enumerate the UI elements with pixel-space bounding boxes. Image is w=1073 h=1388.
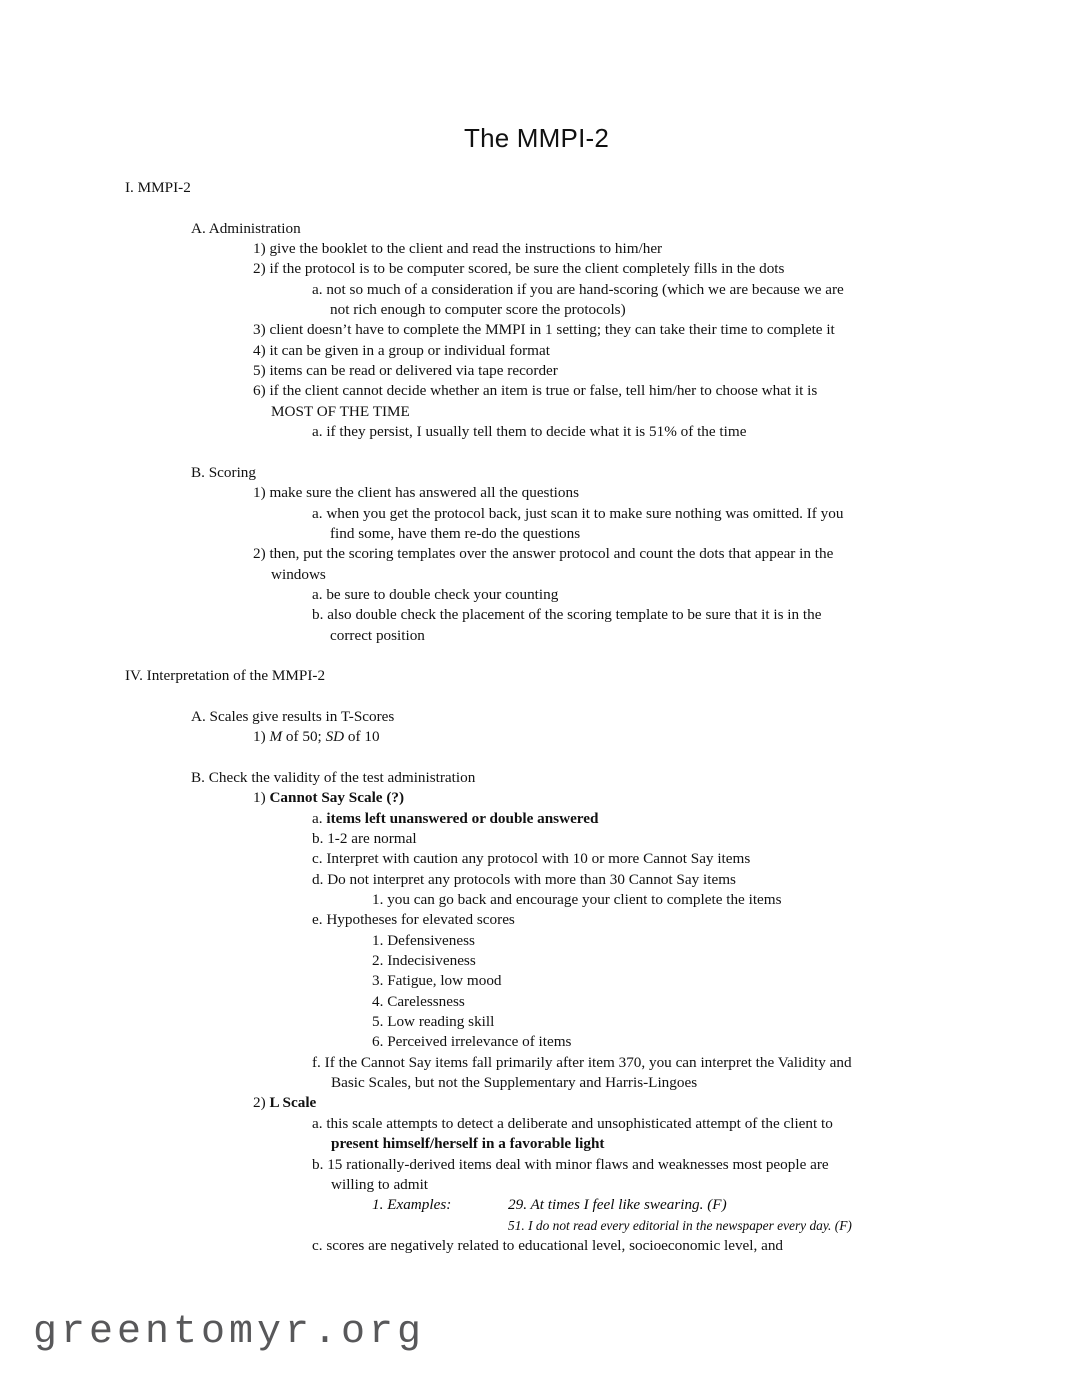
list-item: a. when you get the protocol back, just scan it to make sure nothing was omitted. If you xyxy=(312,504,844,522)
list-item: 1. you can go back and encourage your client to complete the items xyxy=(372,891,782,909)
list-item-continuation xyxy=(0,1134,1073,1154)
list-item: 2) if the protocol is to be computer scored, be sure the client completely fills in the dots xyxy=(253,260,785,278)
list-item: a. this scale attempts to detect a deliberate and unsophisticated attempt of the client to xyxy=(312,1114,833,1132)
list-item: b. 1-2 are normal xyxy=(312,830,417,847)
list-item: 4. Carelessness xyxy=(372,992,465,1010)
bold-text: L Scale xyxy=(269,1094,317,1112)
list-item: a. be sure to double check your counting xyxy=(312,585,559,603)
bold-text: present himself/herself in a favorable light xyxy=(331,1135,605,1153)
spacer xyxy=(0,646,1073,666)
list-item: b. 15 rationally-derived items deal with minor flaws and weaknesses most people are xyxy=(312,1155,829,1173)
text: of 50; xyxy=(282,728,326,746)
list-item-continuation: find some, have them re-do the questions xyxy=(330,524,581,542)
section-heading-1: I. MMPI-2 xyxy=(125,179,191,196)
list-item-continuation: not rich enough to computer score the protocols) xyxy=(330,301,626,319)
spacer xyxy=(0,687,1073,707)
list-item: 6) if the client cannot decide whether an item is true or false, tell him/her to choose what it is xyxy=(253,382,818,400)
subsection-heading-administration: A. Administration xyxy=(191,219,301,237)
italic-m: M xyxy=(269,728,283,746)
list-item-continuation: Basic Scales, but not the Supplementary and Harris-Lingoes xyxy=(331,1074,698,1092)
list-item-cannot-say-scale xyxy=(0,788,1073,808)
bold-text: Cannot Say Scale (?) xyxy=(269,789,405,807)
subsection-heading-scoring: B. Scoring xyxy=(191,463,256,481)
list-item: f. If the Cannot Say items fall primarily after item 370, you can interpret the Validity and xyxy=(312,1053,852,1071)
outline-body xyxy=(0,178,1073,1256)
site-watermark: greentomyr.org xyxy=(33,1310,426,1355)
list-item: 1) make sure the client has answered all the questions xyxy=(253,484,580,502)
subsection-heading-validity: B. Check the validity of the test administration xyxy=(191,768,476,786)
list-item-continuation: MOST OF THE TIME xyxy=(271,402,410,420)
example-label: 1. Examples: xyxy=(372,1196,452,1214)
list-item: 1) give the booklet to the client and read the instructions to him/her xyxy=(253,240,663,258)
list-item: c. Interpret with caution any protocol with 10 or more Cannot Say items xyxy=(312,850,751,868)
list-item: 2) then, put the scoring templates over the answer protocol and count the dots that appear in the xyxy=(253,545,834,563)
bold-text: items left unanswered or double answered xyxy=(326,809,599,827)
list-item xyxy=(0,727,1073,747)
list-item xyxy=(0,809,1073,829)
example-item-29: 29. At times I feel like swearing. (F) xyxy=(508,1196,727,1214)
list-item: e. Hypotheses for elevated scores xyxy=(312,911,515,929)
list-item: c. scores are negatively related to educational level, socioeconomic level, and xyxy=(312,1236,784,1254)
list-item: d. Do not interpret any protocols with more than 30 Cannot Say items xyxy=(312,870,736,888)
list-item: 3. Fatigue, low mood xyxy=(372,972,502,990)
spacer xyxy=(0,748,1073,768)
subsection-heading-tscores: A. Scales give results in T-Scores xyxy=(191,707,395,725)
spacer xyxy=(0,442,1073,462)
list-item: a. not so much of a consideration if you are hand-scoring (which we are because we are xyxy=(312,280,844,298)
list-marker: a. xyxy=(312,809,327,827)
text: of 10 xyxy=(344,728,380,746)
list-item-l-scale xyxy=(0,1093,1073,1113)
list-marker: 1) xyxy=(253,728,270,746)
list-item-continuation: windows xyxy=(271,565,326,583)
example-item-51: 51. I do not read every editorial in the newspaper every day. (F) xyxy=(508,1217,852,1233)
list-marker: 2) xyxy=(253,1094,270,1112)
list-item: a. if they persist, I usually tell them to decide what it is 51% of the time xyxy=(312,423,747,441)
page-title: The MMPI-2 xyxy=(463,123,610,153)
spacer xyxy=(0,198,1073,218)
list-item: 6. Perceived irrelevance of items xyxy=(372,1033,572,1051)
list-item: b. also double check the placement of the scoring template to be sure that it is in the xyxy=(312,606,822,624)
list-item: 5) items can be read or delivered via tape recorder xyxy=(253,362,558,380)
list-marker: 1) xyxy=(253,789,270,807)
list-item: 1. Defensiveness xyxy=(372,931,475,949)
section-heading-4: IV. Interpretation of the MMPI-2 xyxy=(125,667,326,685)
list-item: 4) it can be given in a group or individual format xyxy=(253,341,550,359)
list-item: 2. Indecisiveness xyxy=(372,952,476,970)
list-item: 5. Low reading skill xyxy=(372,1013,495,1031)
italic-sd: SD xyxy=(325,728,345,746)
example-row xyxy=(0,1195,1073,1215)
list-item: 3) client doesn’t have to complete the MMPI in 1 setting; they can take their time to complete it xyxy=(253,321,835,339)
list-item-continuation: correct position xyxy=(330,626,425,644)
list-item-continuation: willing to admit xyxy=(331,1175,429,1193)
